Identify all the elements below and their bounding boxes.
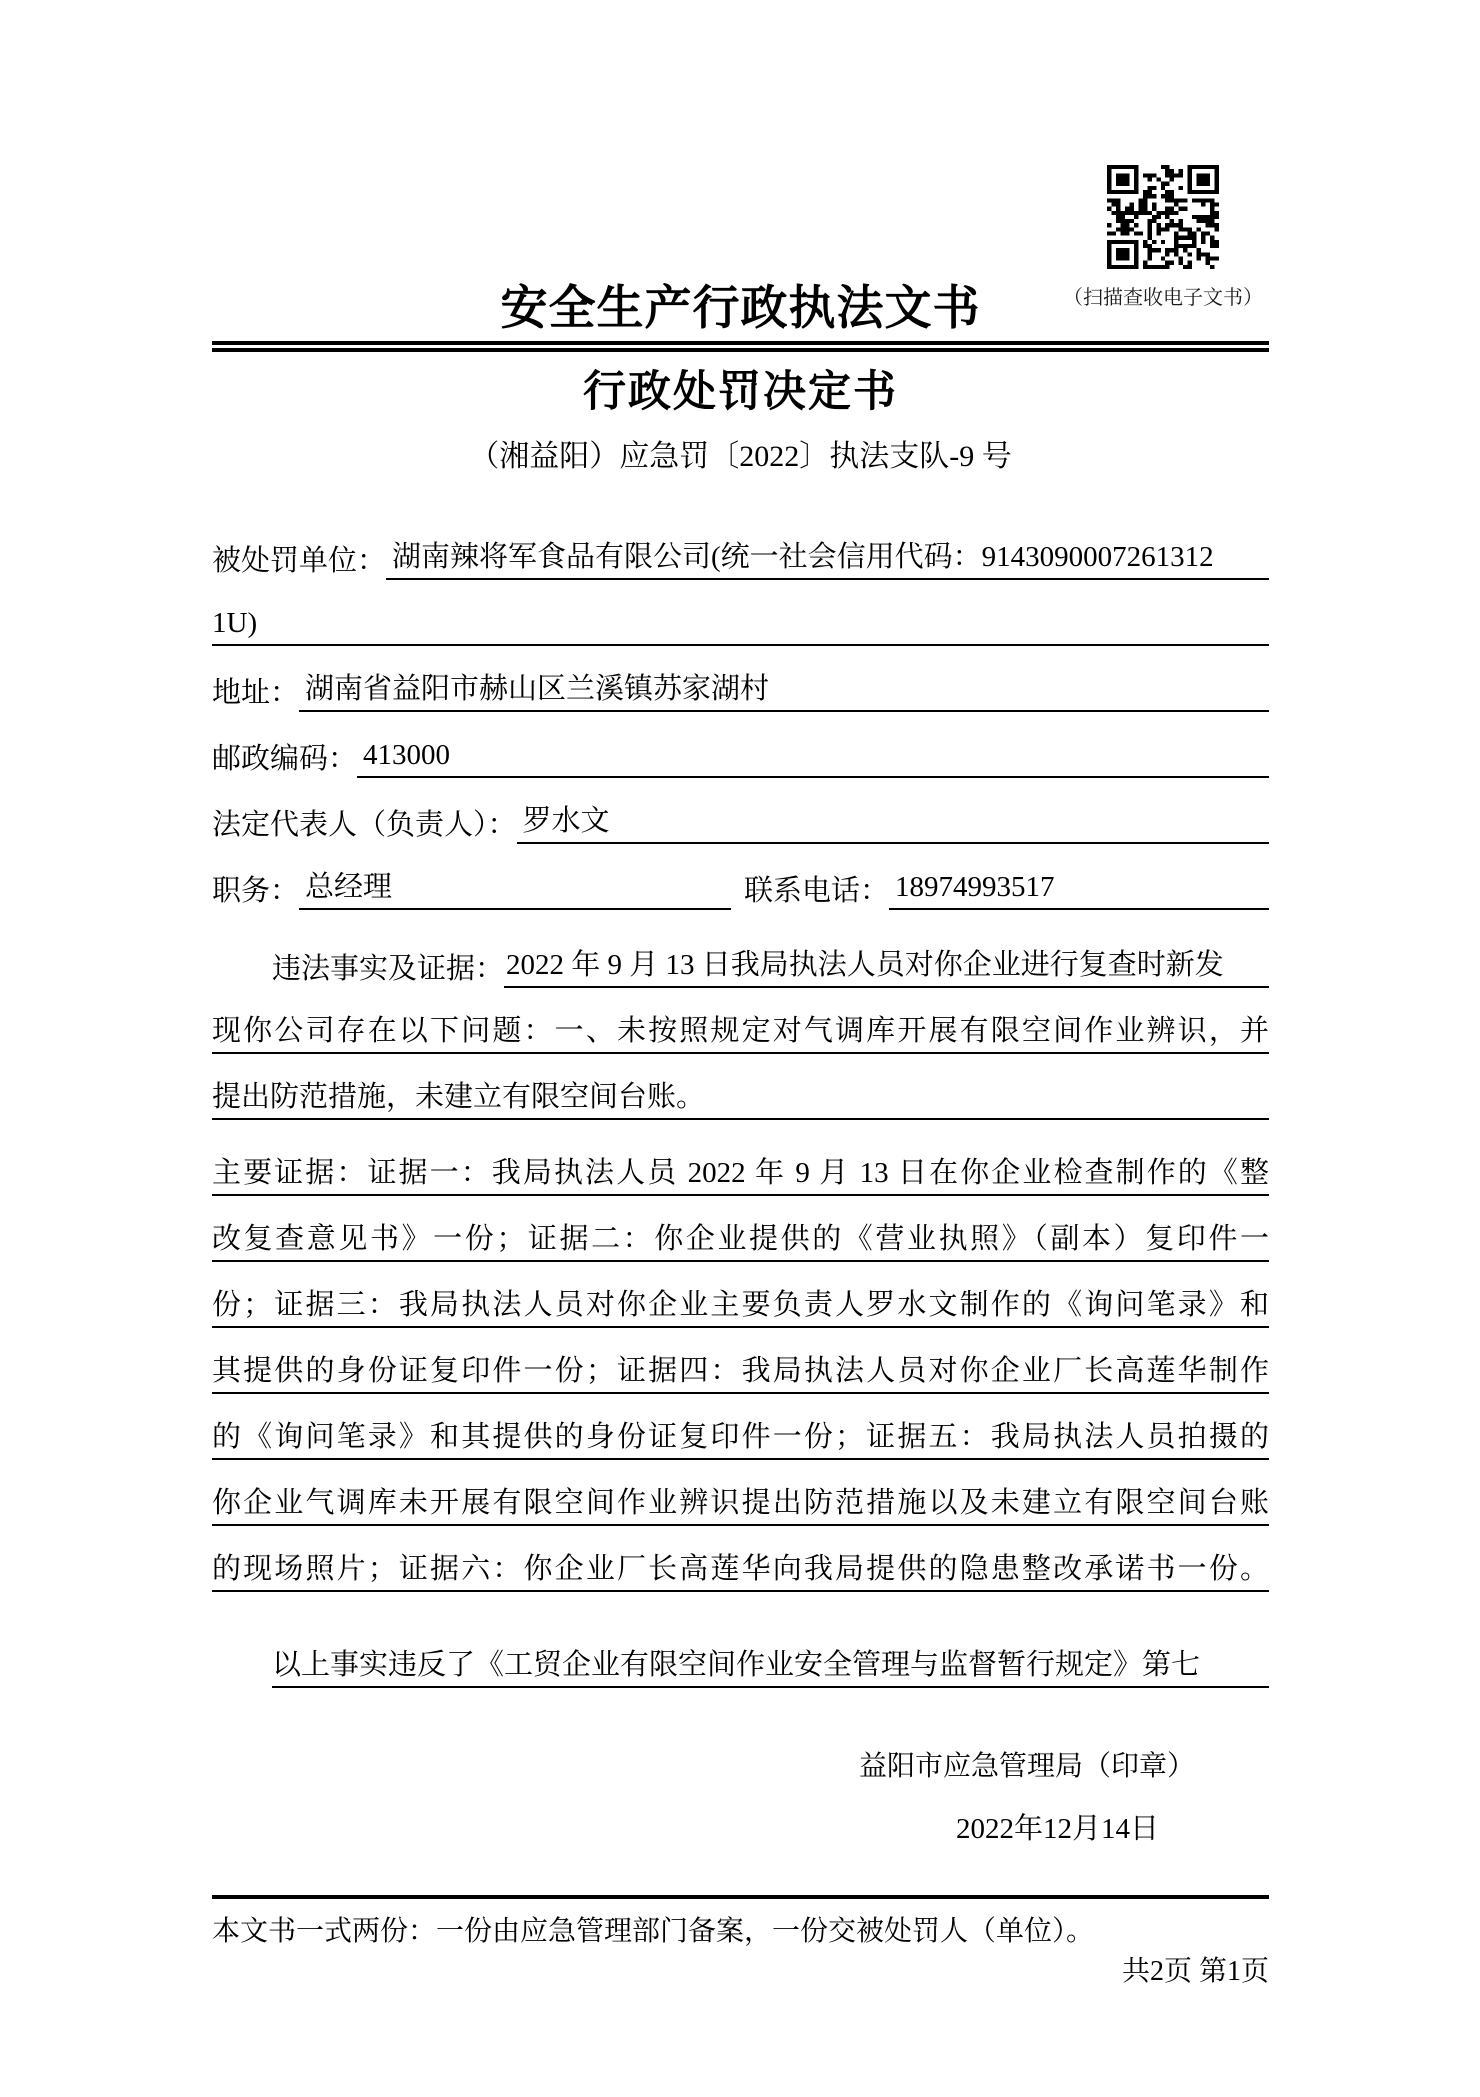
- evidence-text: 份；证据三：我局执法人员对你企业主要负责人罗水文制作的《询问笔录》和: [212, 1289, 1269, 1321]
- evidence-line: [212, 1394, 1269, 1460]
- field-position-phone: [212, 844, 1269, 910]
- footer-note: 本文书一式两份：一份由应急管理部门备案，一份交被处罚人（单位）。: [212, 1916, 1095, 1947]
- evidence-text: 其提供的身份证复印件一份；证据四：我局执法人员对你企业厂长高莲华制作: [212, 1355, 1269, 1387]
- field-label: 地址：: [212, 677, 300, 709]
- field-address: [212, 646, 1269, 712]
- evidence-text: 改复查意见书》一份；证据二：你企业提供的《营业执照》（副本）复印件一: [212, 1223, 1269, 1255]
- document-number: （湘益阳）应急罚〔2022〕执法支队-9 号: [469, 440, 1012, 473]
- issue-date: 2022年12月14日: [955, 1813, 1159, 1845]
- qr-block: [1058, 165, 1268, 310]
- field-punished-unit: [212, 514, 1269, 580]
- footer-rule: [212, 1895, 1269, 1899]
- field-label: 邮政编码：: [212, 743, 358, 775]
- field-punished-unit-wrap: [212, 580, 1269, 646]
- qr-caption: （扫描查收电子文书）: [1063, 287, 1263, 309]
- facts-line: [212, 922, 1269, 988]
- title-double-rule: [212, 341, 1269, 352]
- evidence-text: 的《询问笔录》和其提供的身份证复印件一份；证据五：我局执法人员拍摄的: [212, 1421, 1269, 1453]
- evidence-line: [212, 1196, 1269, 1262]
- evidence-line: [212, 1328, 1269, 1394]
- document-title: 行政处罚决定书: [583, 369, 898, 416]
- field-value: 1U): [212, 604, 1269, 646]
- evidence-line: [212, 1262, 1269, 1328]
- field-value: 湖南辣将军食品有限公司(统一社会信用代码：9143090007261312: [386, 538, 1269, 580]
- field-value: 413000: [357, 736, 1269, 778]
- facts-text: 提出防范措施，未建立有限空间台账。: [212, 1081, 706, 1113]
- field-label: 联系电话：: [744, 875, 890, 907]
- violation-line: [272, 1622, 1269, 1688]
- field-value: 总经理: [299, 868, 731, 910]
- facts-text: 现你公司存在以下问题：一、未按照规定对气调库开展有限空间作业辨识，并: [212, 1015, 1269, 1047]
- facts-line: [212, 988, 1269, 1054]
- field-value: 18974993517: [889, 868, 1269, 910]
- facts-line: [212, 1054, 1269, 1120]
- field-postal-code: [212, 712, 1269, 778]
- evidence-text: 你企业气调库未开展有限空间作业辨识提出防范措施以及未建立有限空间台账: [212, 1487, 1269, 1519]
- violation-text: 以上事实违反了《工贸企业有限空间作业安全管理与监督暂行规定》第七: [272, 1649, 1201, 1681]
- page-indicator: 共2页 第1页: [1121, 1956, 1269, 1987]
- issuing-authority: 益阳市应急管理局（印章）: [858, 1751, 1195, 1782]
- evidence-text: 的现场照片；证据六：你企业厂长高莲华向我局提供的隐患整改承诺书一份。: [212, 1553, 1269, 1585]
- facts-label: 违法事实及证据：: [272, 953, 505, 985]
- evidence-text: 主要证据：证据一：我局执法人员 2022 年 9 月 13 日在你企业检查制作的《整: [212, 1157, 1269, 1189]
- field-value: 罗水文: [517, 802, 1269, 844]
- evidence-line: [212, 1460, 1269, 1526]
- page-title: 安全生产行政执法文书: [500, 283, 981, 335]
- evidence-line: [212, 1526, 1269, 1592]
- form-fields: [212, 514, 1269, 910]
- evidence-section: [212, 1130, 1269, 1592]
- qr-code-icon: [1107, 165, 1219, 269]
- field-label: 被处罚单位：: [212, 545, 387, 577]
- field-value: 湖南省益阳市赫山区兰溪镇苏家湖村: [299, 670, 1269, 712]
- facts-value: 2022 年 9 月 13 日我局执法人员对你企业进行复查时新发: [504, 946, 1269, 988]
- field-label: 法定代表人（负责人）：: [212, 809, 517, 841]
- field-legal-representative: [212, 778, 1269, 844]
- field-label: 职务：: [212, 875, 300, 907]
- evidence-line: [212, 1130, 1269, 1196]
- facts-section: [212, 922, 1269, 1120]
